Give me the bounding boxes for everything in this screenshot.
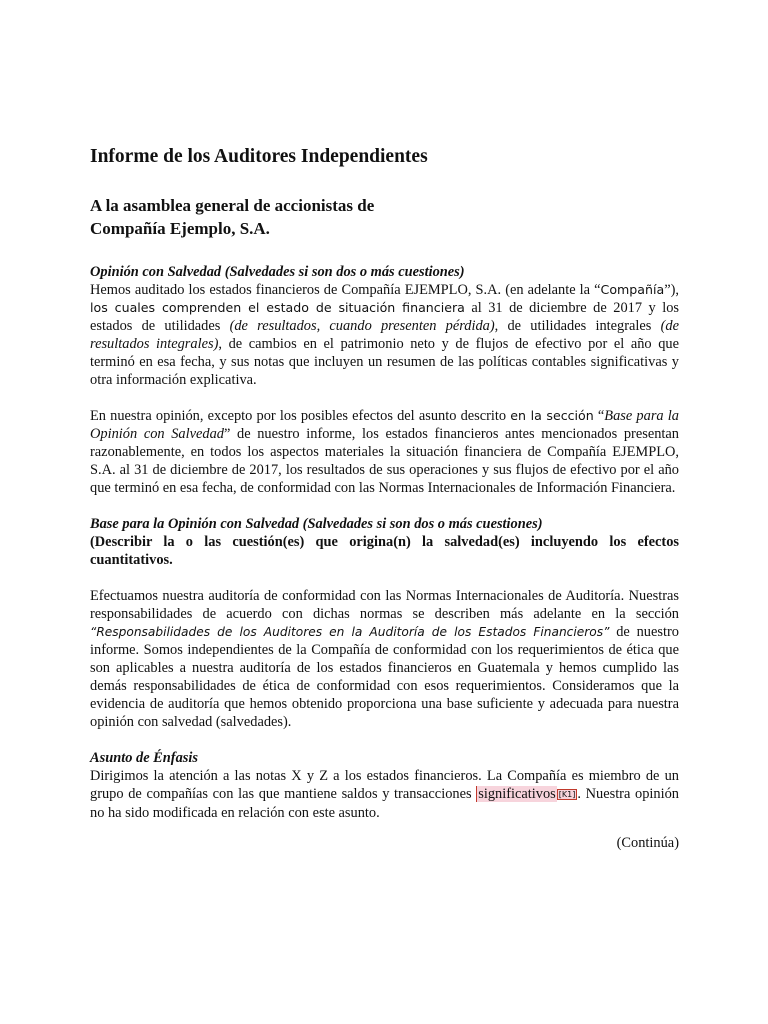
comment-marker[interactable]: [K1] [558,790,576,799]
text-run: Efectuamos nuestra auditoría de conformidad con las Normas Internacionales de Auditoría. Nuestras responsabilidades de acuerdo con dichas normas se describen más adelante en la sección [90,588,679,622]
text-run: , de cambios en el patrimonio neto y de flujos de efectivo por el año que terminó en esa fecha, y sus notas que incluyen un resumen de las políticas contables significativas y otra información explicativa. [90,336,679,388]
opinion-paragraph-1 [90,281,679,389]
text-run: “ [593,408,605,424]
text-run: ”), [664,282,679,298]
text-run-sans: Compañía [600,282,665,297]
opinion-heading: Opinión con Salvedad (Salvedades si son dos o más cuestiones) [90,264,465,280]
text-run: ” de nuestro informe, los estados financieros antes mencionados presentan razonablemente, en todos los aspectos materiales la situación financiera de Compañía EJEMPLO, S.A. al 31 de diciembre de 2017, los resultados de sus operaciones y sus flujos de efectivo por el año que terminó en esa fecha, de conformidad con las Normas Internacionales de Información Financiera. [90,426,679,496]
report-title: Informe de los Auditores Independientes [90,146,428,167]
addressee [90,194,679,240]
base-paragraph-1 [90,587,679,731]
document-body [90,145,679,852]
enfasis-paragraph-1 [90,767,679,822]
text-run-sans: los cuales comprenden el estado de situación financiera [90,300,465,315]
text-run-sans: en la sección [510,408,594,423]
commented-text[interactable]: significativos [478,786,556,802]
opinion-paragraph-2 [90,407,679,497]
text-run-sans-italic: “Responsabilidades de los Auditores en la Auditoría de los Estados Financieros” [90,625,610,639]
enfasis-heading: Asunto de Énfasis [90,750,198,766]
base-heading: Base para la Opinión con Salvedad (Salvedades si son dos o más cuestiones) [90,516,543,532]
text-run: al 31 de diciembre de 2017 y los estados de utilidades [90,300,679,334]
paragraph-gap [90,569,679,587]
addressee-line-2: Compañía Ejemplo, S.A. [90,219,270,238]
paragraph-gap [90,497,679,515]
text-run: de nuestro informe. Somos independientes de la Compañía de conformidad con los requerimientos de ética que son aplicables a nuestra auditoría de los estados financieros en Guatemala y hemos cumplido las demás responsabilidades de ética de conformidad con esos requerimientos. Consideramos que la evidencia de auditoría que hemos obtenido proporciona una base suficiente y adecuada para nuestra opinión con salvedad (salvedades). [90,624,679,730]
text-run-italic: Base para la Opinión con Salvedad [90,408,679,442]
text-run: En nuestra opinión, excepto por los posibles efectos del asunto descrito [90,408,511,424]
addressee-line-1: A la asamblea general de accionistas de [90,196,375,215]
paragraph-gap [90,389,679,407]
text-run: Hemos auditado los estados financieros de Compañía EJEMPLO, S.A. (en adelante la “ [90,282,601,298]
text-run-italic: (de resultados integrales) [90,318,679,352]
base-instruction: (Describir la o las cuestión(es) que origina(n) la salvedad(es) incluyendo los efectos cuantitativos. [90,534,679,568]
continua-label: (Continúa) [616,835,679,851]
text-run: . Nuestra opinión no ha sido modificada en relación con este asunto. [90,786,679,821]
text-run: Dirigimos la atención a las notas X y Z a los estados financieros. La Compañía es miembro de un grupo de compañías con las que mantiene saldos y transacciones [90,768,679,802]
text-run: , de utilidades integrales [494,318,661,334]
text-run-italic: (de resultados, cuando presenten pérdida) [229,318,495,334]
paragraph-gap [90,731,679,749]
